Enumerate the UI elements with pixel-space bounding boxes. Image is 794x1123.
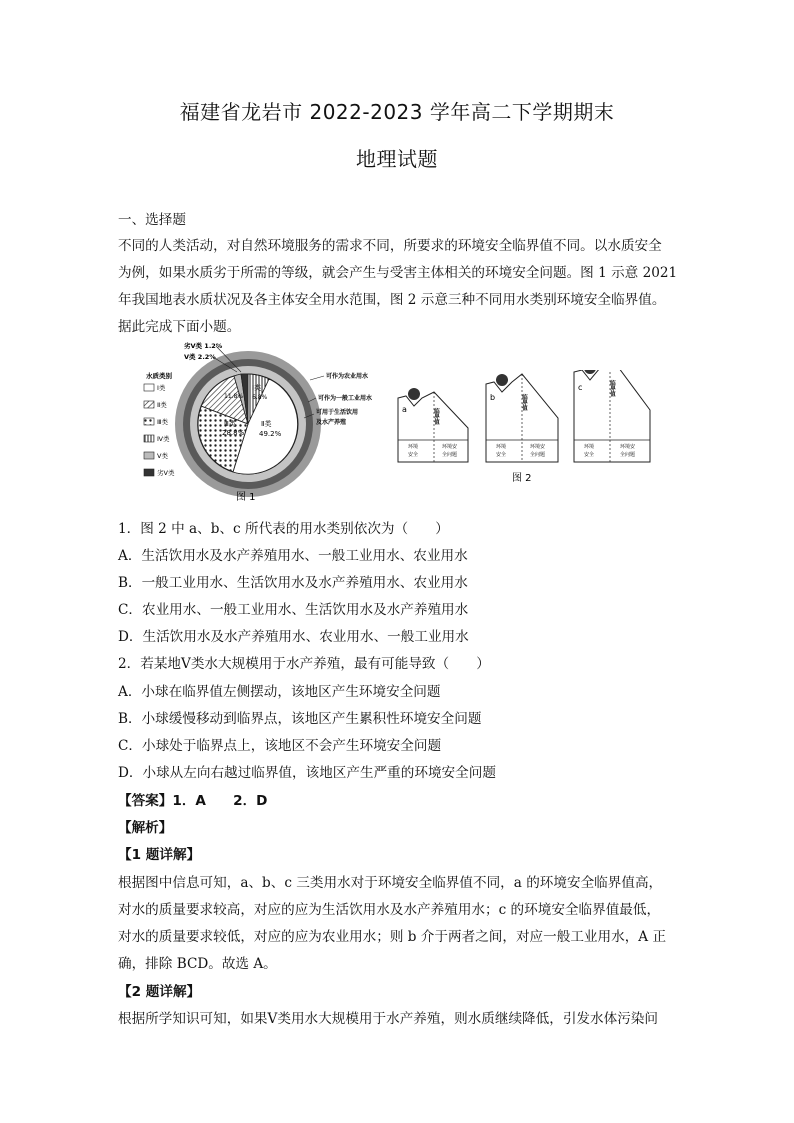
q2-option-b: B．小球缓慢移动到临界点，该地区产生累积性环境安全问题: [118, 711, 482, 727]
q2-option-a: A．小球在临界值左侧摆动，该地区产生环境安全问题: [118, 684, 441, 700]
ball-icon: [496, 374, 508, 386]
q1-detail-line-3: 对水的质量要求较低，对应的应为农业用水；则 b 介于两者之间，对应一般工业用水，A 正: [118, 929, 667, 945]
panel-b-left-2: 安全: [496, 452, 507, 458]
panel-b-threshold: 临界值: [521, 394, 527, 411]
q2-stem: 2．若某地Ⅴ类水大规模用于水产养殖，最有可能导致（ ）: [118, 656, 490, 672]
panel-c-right-1: 环境安: [620, 444, 636, 450]
slice-pct-class1: 6.8%: [252, 394, 268, 401]
panel-c-letter: c: [578, 383, 583, 392]
slice-label-class1: Ⅰ类: [252, 384, 262, 392]
slice-pct-class2: 49.2%: [259, 430, 282, 438]
panel-b-right-2: 全问题: [530, 452, 546, 458]
callout-industry: 可作为一般工业用水: [318, 395, 373, 402]
q2-option-c: C．小球处于临界点上，该地区不会产生环境安全问题: [118, 738, 442, 754]
panel-b: [486, 374, 558, 462]
legend-item-6: 劣Ⅴ类: [157, 469, 175, 477]
answer-line: 【答案】1．A 2．D: [118, 793, 268, 809]
panel-c-left-2: 安全: [584, 452, 595, 458]
figure-2: [394, 370, 656, 490]
q1-option-c: C．农业用水、一般工业用水、生活饮用水及水产养殖用水: [118, 602, 469, 618]
ball-icon: [584, 370, 596, 374]
panel-c-threshold: 临界值: [609, 380, 615, 397]
callout-aquaculture: 及水产养殖: [316, 419, 347, 426]
q1-option-a: A．生活饮用水及水产养殖用水、一般工业用水、农业用水: [118, 548, 468, 564]
callout-agriculture: 可作为农业用水: [326, 373, 369, 380]
slice-label-class2: Ⅱ类: [261, 420, 272, 428]
panel-a-left-2: 安全: [408, 452, 419, 458]
panel-c-left-1: 环境: [584, 444, 595, 450]
figure-1: [138, 338, 378, 508]
panel-b-right-1: 环境安: [530, 444, 546, 450]
analysis-label: 【解析】: [118, 820, 173, 836]
panel-a-left-1: 环境: [408, 444, 419, 450]
label-worse5: 劣Ⅴ类 1.2%: [184, 342, 223, 350]
q1-option-b: B．一般工业用水、生活饮用水及水产养殖用水、农业用水: [118, 575, 468, 591]
q1-detail-line-4: 确，排除 BCD。故选 A。: [118, 956, 277, 972]
q1-option-d: D．生活饮用水及水产养殖用水、农业用水、一般工业用水: [118, 629, 469, 645]
figure1-caption: 图 1: [236, 492, 256, 503]
legend-item-4: Ⅳ类: [157, 435, 170, 443]
q1-detail-line-1: 根据图中信息可知，a、b、c 三类用水对于环境安全临界值不同，a 的环境安全临界值高，: [118, 875, 663, 891]
q1-detail-label: 【1 题详解】: [118, 847, 201, 863]
panel-c: [574, 370, 650, 462]
label-class5: Ⅴ类 2.2%: [184, 353, 216, 361]
panel-a: [398, 388, 468, 462]
ball-icon: [408, 388, 420, 400]
intro-line-3: 年我国地表水质状况及各主体安全用水范围，图 2 示意三种不同用水类别环境安全临界值。: [118, 292, 666, 308]
figure2-caption: 图 2: [512, 473, 532, 484]
legend-item-5: Ⅴ类: [157, 452, 168, 460]
panel-c-right-2: 全问题: [620, 452, 636, 458]
q1-detail-line-2: 对水的质量要求较高，对应的应为生活饮用水及水产养殖用水；c 的环境安全临界值最低，: [118, 902, 661, 918]
doc-title-line2: 地理试题: [356, 147, 438, 171]
panel-a-threshold: 临界值: [433, 408, 439, 425]
legend-item-2: Ⅱ类: [157, 401, 167, 409]
panel-b-letter: b: [490, 393, 496, 402]
slice-pct-class4: 11.8%: [224, 393, 244, 400]
intro-line-1: 不同的人类活动，对自然环境服务的需求不同，所要求的环境安全临界值不同。以水质安全: [118, 238, 662, 254]
q1-stem: 1．图 2 中 a、b、c 所代表的用水类别依次为（ ）: [118, 521, 449, 537]
callout-drinking: 可用于生活饮用: [316, 409, 359, 416]
panel-b-left-1: 环境: [496, 444, 507, 450]
slice-pct-class3: 28.8%: [222, 429, 245, 437]
legend-item-1: Ⅰ类: [157, 384, 166, 392]
legend-item-3: Ⅲ类: [157, 418, 168, 426]
q2-option-d: D．小球从左向右越过临界值，该地区产生严重的环境安全问题: [118, 765, 496, 781]
panel-a-right-1: 环境安: [442, 444, 458, 450]
q2-detail-line-1: 根据所学知识可知，如果Ⅴ类用水大规模用于水产养殖，则水质继续降低，引发水体污染问: [118, 1011, 658, 1027]
panel-a-right-2: 全问题: [442, 452, 458, 458]
q2-detail-label: 【2 题详解】: [118, 984, 201, 1000]
doc-title-line1: 福建省龙岩市 2022-2023 学年高二下学期期末: [179, 100, 615, 124]
intro-line-4: 据此完成下面小题。: [118, 319, 241, 335]
intro-line-2: 为例，如果水质劣于所需的等级，就会产生与受害主体相关的环境安全问题。图 1 示意 2021: [118, 265, 678, 281]
section-heading: 一、选择题: [118, 212, 186, 228]
panel-a-letter: a: [402, 405, 407, 414]
slice-label-class3: Ⅲ类: [224, 420, 236, 428]
legend-title: 水质类别: [146, 372, 172, 380]
